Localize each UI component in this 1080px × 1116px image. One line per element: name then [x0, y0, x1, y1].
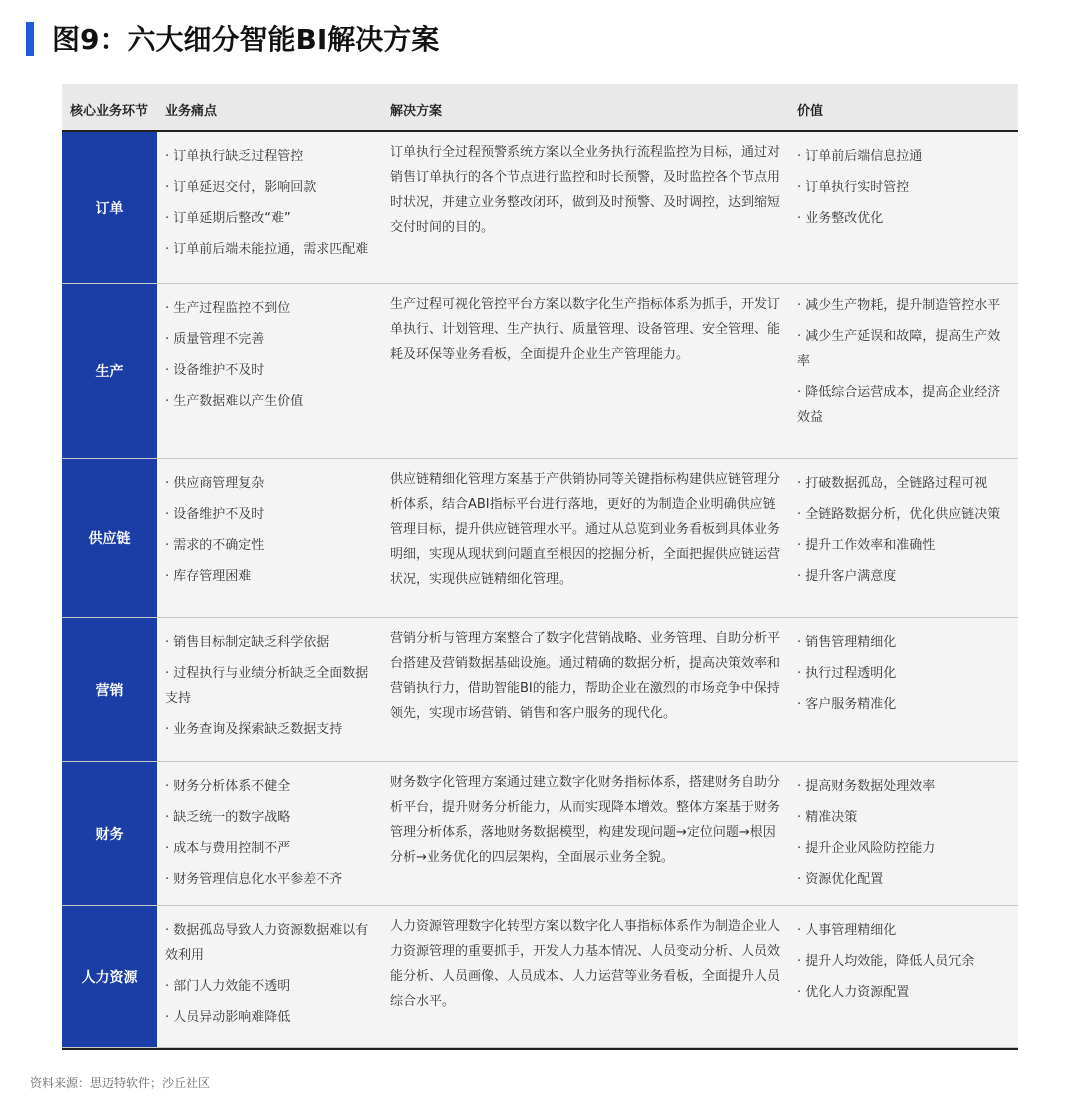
value-item: · 资源优化配置 [797, 864, 1009, 895]
title-accent-bar [26, 22, 34, 56]
pain-points-cell [165, 915, 373, 1033]
value-item: · 订单前后端信息拉通 [797, 141, 1009, 172]
table-row-marketing [62, 618, 1018, 762]
pain-item: · 生产过程监控不到位 [165, 293, 373, 324]
pain-points-cell [165, 771, 373, 895]
solution-cell: 财务数字化管理方案通过建立数字化财务指标体系，搭建财务自助分析平台，提升财务分析能力，从而实现降本增效。整体方案基于财务管理分析体系，落地财务数据模型，构建发现问题→定位问题→根因分析→业务优化的四层架构，全面展示业务全貌。 [390, 775, 781, 865]
value-item: · 提升工作效率和准确性 [797, 530, 1009, 561]
header-core-link: 核心业务环节 [70, 104, 149, 119]
value-item: · 客户服务精准化 [797, 689, 1009, 720]
pain-item: · 订单延迟交付，影响回款 [165, 172, 373, 203]
solution-cell: 营销分析与管理方案整合了数字化营销战略、业务管理、自助分析平台搭建及营销数据基础设施。通过精确的数据分析，提高决策效率和营销执行力，借助智能BI的能力，帮助企业在激烈的市场竞争中保持领先，实现市场营销、销售和客户服务的现代化。 [390, 631, 781, 721]
value-item: · 提升客户满意度 [797, 561, 1009, 592]
value-cell [797, 915, 1009, 1008]
table-row-supply-chain [62, 459, 1018, 618]
pain-points-cell [165, 468, 373, 592]
table-row-production [62, 284, 1018, 459]
value-cell [797, 771, 1009, 895]
value-item: · 减少生产延误和故障，提高生产效率 [797, 324, 1009, 374]
value-item: · 执行过程透明化 [797, 658, 1009, 689]
pain-item: · 库存管理困难 [165, 561, 373, 592]
pain-item: · 供应商管理复杂 [165, 468, 373, 499]
value-item: · 精准决策 [797, 802, 1009, 833]
pain-item: · 订单延期后整改“难” [165, 203, 373, 234]
pain-item: · 人员异动影响难降低 [165, 1002, 373, 1033]
pain-item: · 财务管理信息化水平参差不齐 [165, 864, 373, 895]
solution-cell: 人力资源管理数字化转型方案以数字化人事指标体系作为制造企业人力资源管理的重要抓手，开发人力基本情况、人员变动分析、人员效能分析、人员画像、人员成本、人力运营等业务看板，全面提升人员综合水平。 [390, 919, 781, 1009]
pain-item: · 订单执行缺乏过程管控 [165, 141, 373, 172]
header-pain-points: 业务痛点 [165, 104, 218, 119]
pain-item: · 订单前后端未能拉通，需求匹配难 [165, 237, 373, 262]
source-note: 资料来源：思迈特软件；沙丘社区 [30, 1076, 211, 1090]
pain-item: · 业务查询及探索缺乏数据支持 [165, 714, 373, 745]
page-title: 图9：六大细分智能BI解决方案 [52, 23, 440, 56]
category-cell: 供应链 [62, 459, 157, 617]
value-item: · 人事管理精细化 [797, 915, 1009, 946]
table-row-order [62, 132, 1018, 284]
table-row-hr [62, 906, 1018, 1048]
pain-item: · 设备维护不及时 [165, 499, 373, 530]
value-cell [797, 627, 1009, 720]
pain-item: · 过程执行与业绩分析缺乏全面数据支持 [165, 661, 373, 711]
pain-points-cell [165, 293, 373, 417]
value-item: · 销售管理精细化 [797, 627, 1009, 658]
solution-cell: 供应链精细化管理方案基于产供销协同等关键指标构建供应链管理分析体系，结合ABI指标平台进行落地，更好的为制造企业明确供应链管理目标，提升供应链管理水平。通过从总览到业务看板到具体业务明细，实现从现状到问题直至根因的挖掘分析，全面把握供应链运营状况，实现供应链精细化管理。 [390, 472, 781, 587]
solution-cell: 生产过程可视化管控平台方案以数字化生产指标体系为抓手，开发订单执行、计划管理、生产执行、质量管理、设备管理、安全管理、能耗及环保等业务看板，全面提升企业生产管理能力。 [390, 297, 781, 362]
pain-item: · 生产数据难以产生价值 [165, 386, 373, 417]
pain-item: · 成本与费用控制不严 [165, 833, 373, 864]
pain-item: · 销售目标制定缺乏科学依据 [165, 627, 373, 658]
category-cell: 人力资源 [62, 906, 157, 1047]
table-row-finance [62, 762, 1018, 906]
header-value: 价值 [797, 104, 824, 119]
value-item: · 打破数据孤岛，全链路过程可视 [797, 468, 1009, 499]
value-cell [797, 141, 1009, 234]
pain-item: · 部门人力效能不透明 [165, 971, 373, 1002]
value-item: · 降低综合运营成本，提高企业经济效益 [797, 380, 1009, 430]
value-item: · 减少生产物耗，提升制造管控水平 [797, 293, 1009, 318]
value-cell [797, 293, 1009, 430]
pain-item: · 缺乏统一的数字战略 [165, 802, 373, 833]
category-cell: 营销 [62, 618, 157, 761]
pain-item: · 需求的不确定性 [165, 530, 373, 561]
value-item: · 全链路数据分析，优化供应链决策 [797, 502, 1009, 527]
value-item: · 提升人均效能，降低人员冗余 [797, 946, 1009, 977]
value-item: · 业务整改优化 [797, 203, 1009, 234]
pain-item: · 数据孤岛导致人力资源数据难以有效利用 [165, 918, 373, 968]
header-solution: 解决方案 [390, 104, 443, 119]
pain-points-cell [165, 627, 373, 745]
category-cell: 订单 [62, 132, 157, 283]
table-header [62, 84, 1018, 132]
value-item: · 提升企业风险防控能力 [797, 833, 1009, 864]
category-cell: 财务 [62, 762, 157, 905]
pain-item: · 设备维护不及时 [165, 355, 373, 386]
category-cell: 生产 [62, 284, 157, 458]
pain-item: · 质量管理不完善 [165, 324, 373, 355]
pain-points-cell [165, 141, 373, 262]
solutions-table [62, 84, 1018, 1050]
pain-item: · 财务分析体系不健全 [165, 771, 373, 802]
value-item: · 订单执行实时管控 [797, 172, 1009, 203]
value-item: · 提高财务数据处理效率 [797, 771, 1009, 802]
value-cell [797, 468, 1009, 592]
solution-cell: 订单执行全过程预警系统方案以全业务执行流程监控为目标，通过对销售订单执行的各个节点进行监控和时长预警，及时监控各个节点用时状况，并建立业务整改闭环，做到及时预警、及时调控，达到缩短交付时间的目的。 [390, 145, 781, 235]
value-item: · 优化人力资源配置 [797, 977, 1009, 1008]
table-bottom-rule [62, 1048, 1018, 1050]
